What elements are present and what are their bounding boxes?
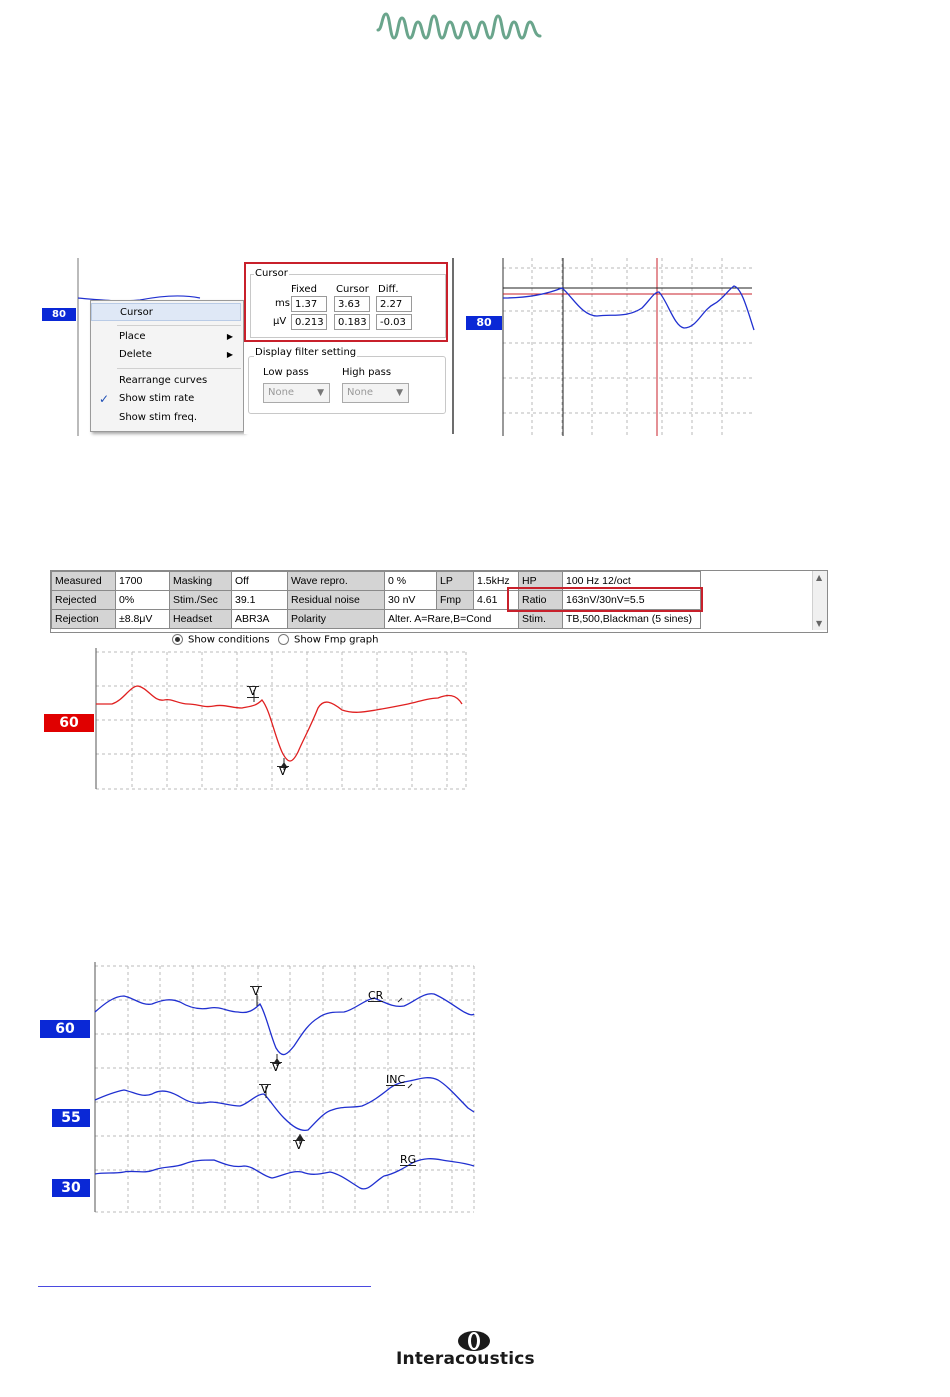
- level-badge-30[interactable]: 30: [52, 1179, 90, 1197]
- ms-diff-field[interactable]: 2.27: [376, 296, 412, 312]
- menu-item-delete[interactable]: Delete ▶: [91, 346, 241, 364]
- uv-diff-field[interactable]: -0.03: [376, 314, 412, 330]
- show-fmp-graph-radio[interactable]: Show Fmp graph: [278, 634, 378, 646]
- label-ratio: Ratio: [519, 591, 563, 610]
- low-pass-label: Low pass: [263, 367, 309, 378]
- ms-fixed-field[interactable]: 1.37: [291, 296, 327, 312]
- label-wave-repro: Wave repro.: [288, 572, 385, 591]
- label-hp: HP: [519, 572, 563, 591]
- checkmark-icon: ✓: [99, 392, 110, 406]
- row-uv-label: μV: [273, 316, 287, 327]
- label-headset: Headset: [170, 610, 232, 629]
- value-headset: ABR3A: [232, 610, 288, 629]
- chevron-down-icon: ▼: [317, 388, 324, 398]
- panel3-graph: [42, 648, 470, 793]
- level-badge-80[interactable]: 80: [466, 316, 502, 330]
- value-residual-noise: 30 nV: [385, 591, 437, 610]
- row-ms-label: ms: [275, 298, 290, 309]
- value-lp: 1.5kHz: [474, 572, 519, 591]
- label-fmp: Fmp: [437, 591, 474, 610]
- panel4-graph: [38, 962, 478, 1216]
- col-diff-label: Diff.: [378, 284, 399, 295]
- col-cursor-label: Cursor: [336, 284, 369, 295]
- value-masking: Off: [232, 572, 288, 591]
- label-residual-noise: Residual noise: [288, 591, 385, 610]
- menu-item-cursor[interactable]: Cursor: [91, 303, 241, 321]
- value-fmp: 4.61: [474, 591, 519, 610]
- value-measured: 1700: [116, 572, 170, 591]
- uv-cursor-field[interactable]: 0.183: [334, 314, 370, 330]
- label-rejected: Rejected: [52, 591, 116, 610]
- menu-item-show-stim-rate[interactable]: ✓ Show stim rate: [99, 392, 195, 406]
- curve-label-inc[interactable]: INC: [386, 1073, 406, 1086]
- curve-panel-2: [462, 258, 757, 436]
- show-conditions-radio[interactable]: Show conditions: [172, 634, 270, 646]
- col-fixed-label: Fixed: [291, 284, 317, 295]
- scroll-up-icon[interactable]: ▲: [816, 573, 823, 582]
- peak-v-marker[interactable]: V: [252, 985, 260, 998]
- label-polarity: Polarity: [288, 610, 385, 629]
- value-stim-sec: 39.1: [232, 591, 288, 610]
- table-row: [52, 610, 701, 629]
- value-ratio: 163nV/30nV=5.5: [563, 591, 701, 610]
- menu-item-place[interactable]: Place ▶: [91, 328, 241, 346]
- value-rejection: ±8.8μV: [116, 610, 170, 629]
- curve-panel-3: [42, 648, 470, 793]
- level-badge-55[interactable]: 55: [52, 1109, 90, 1127]
- context-menu: [90, 300, 244, 432]
- header-wave-logo: [370, 8, 550, 44]
- label-stim-sec: Stim./Sec: [170, 591, 232, 610]
- value-hp: 100 Hz 12/oct: [563, 572, 701, 591]
- submenu-arrow-icon: ▶: [226, 332, 233, 341]
- value-rejected: 0%: [116, 591, 170, 610]
- radio-unselected-icon: [278, 634, 289, 645]
- label-masking: Masking: [170, 572, 232, 591]
- table-scrollbar[interactable]: [812, 571, 827, 630]
- label-lp: LP: [437, 572, 474, 591]
- menu-item-rearrange-curves[interactable]: Rearrange curves: [119, 375, 208, 386]
- level-badge-60-red[interactable]: 60: [44, 714, 94, 732]
- peak-v-marker[interactable]: V: [295, 1139, 303, 1152]
- menu-item-show-stim-freq[interactable]: Show stim freq.: [119, 412, 198, 423]
- peak-v-marker-top[interactable]: V: [249, 685, 257, 698]
- uv-fixed-field[interactable]: 0.213: [291, 314, 327, 330]
- panel2-graph: [462, 258, 757, 436]
- label-stim: Stim.: [519, 610, 563, 629]
- conditions-panel: [50, 570, 828, 633]
- peak-v-marker-bottom[interactable]: V: [279, 765, 287, 778]
- high-pass-label: High pass: [342, 367, 392, 378]
- high-pass-select[interactable]: None ▼: [342, 383, 409, 403]
- display-filter-title: Display filter setting: [255, 347, 357, 358]
- level-badge-80[interactable]: 80: [42, 308, 76, 321]
- curve-panel-4: [38, 962, 478, 1216]
- curve-label-cr[interactable]: CR: [368, 989, 384, 1002]
- low-pass-select[interactable]: None ▼: [263, 383, 330, 403]
- radio-selected-icon: [172, 634, 183, 645]
- curve-label-rg[interactable]: RG: [400, 1153, 417, 1166]
- value-wave-repro: 0 %: [385, 572, 437, 591]
- submenu-arrow-icon: ▶: [226, 350, 233, 359]
- ms-cursor-field[interactable]: 3.63: [334, 296, 370, 312]
- peak-v-marker[interactable]: V: [272, 1061, 280, 1074]
- scroll-down-icon[interactable]: ▼: [816, 619, 823, 628]
- ratio-highlight-frame: [507, 587, 703, 612]
- cursor-settings-panel: [244, 258, 454, 434]
- label-measured: Measured: [52, 572, 116, 591]
- label-rejection: Rejection: [52, 610, 116, 629]
- footnote-divider: [38, 1286, 371, 1287]
- peak-v-marker[interactable]: V: [261, 1083, 269, 1096]
- value-polarity: Alter. A=Rare,B=Cond: [385, 610, 519, 629]
- chevron-down-icon: ▼: [396, 388, 403, 398]
- level-badge-60[interactable]: 60: [40, 1020, 90, 1038]
- value-stim: TB,500,Blackman (5 sines): [563, 610, 701, 629]
- cursor-group-title: Cursor: [255, 268, 288, 279]
- footer-brand: Interacoustics: [396, 1349, 535, 1369]
